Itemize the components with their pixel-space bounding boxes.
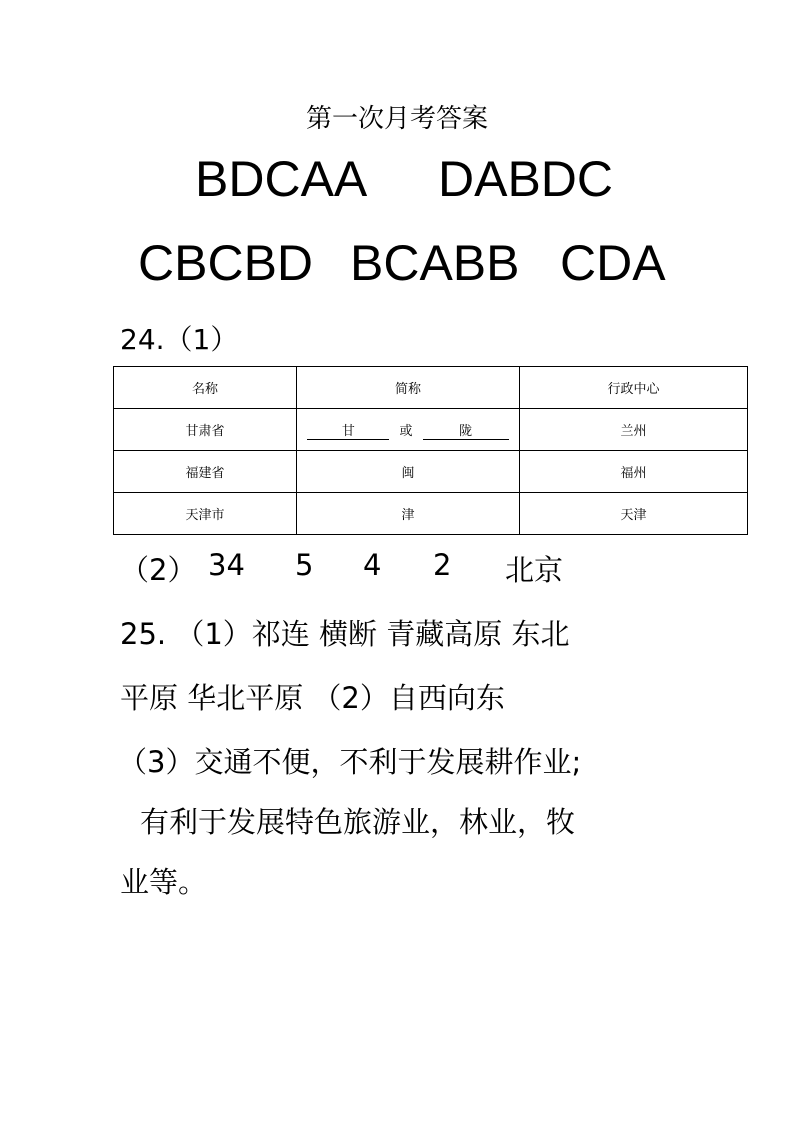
cell-center: 兰州 [520, 409, 748, 451]
abbr-or: 或 [399, 423, 413, 439]
part-2-value: 北京 [505, 553, 564, 587]
answer-line: 25. （1）祁连 横断 青藏高原 东北 [120, 617, 570, 651]
table-row [114, 409, 748, 451]
answer-group: CDA [560, 235, 666, 291]
abbr-blank-1: 甘 [307, 425, 389, 440]
part-2-value: 34 [208, 548, 245, 582]
cell-abbr: 闽 [297, 451, 520, 493]
answer-line: （3）交通不便，不利于发展耕作业; [118, 745, 582, 779]
page-title: 第一次月考答案 [305, 104, 488, 134]
cell-center: 福州 [520, 451, 748, 493]
cell-center: 天津 [520, 493, 748, 535]
header-abbr: 简称 [297, 367, 520, 409]
table-row [114, 451, 748, 493]
part-2-label: （2） [120, 553, 197, 587]
answer-group: BCABB [350, 235, 520, 291]
part-2-value: 5 [295, 548, 314, 582]
question-24-label: 24.（1） [120, 323, 239, 356]
answer-group: CBCBD [138, 235, 314, 291]
answer-line: 业等。 [120, 865, 208, 899]
answer-group: DABDC [438, 151, 614, 207]
cell-abbr [297, 409, 520, 451]
province-table [113, 366, 748, 535]
header-center: 行政中心 [520, 367, 748, 409]
answer-line: 平原 华北平原 （2）自西向东 [120, 681, 505, 715]
table-header-row [114, 367, 748, 409]
answer-group: BDCAA [195, 151, 368, 207]
answer-line: 有利于发展特色旅游业，林业，牧 [140, 805, 576, 839]
table-row [114, 493, 748, 535]
abbr-blank-2: 陇 [423, 425, 509, 440]
cell-abbr: 津 [297, 493, 520, 535]
cell-name: 甘肃省 [114, 409, 297, 451]
cell-name: 福建省 [114, 451, 297, 493]
part-2-value: 4 [363, 548, 382, 582]
part-2-value: 2 [433, 548, 452, 582]
cell-name: 天津市 [114, 493, 297, 535]
header-name: 名称 [114, 367, 297, 409]
